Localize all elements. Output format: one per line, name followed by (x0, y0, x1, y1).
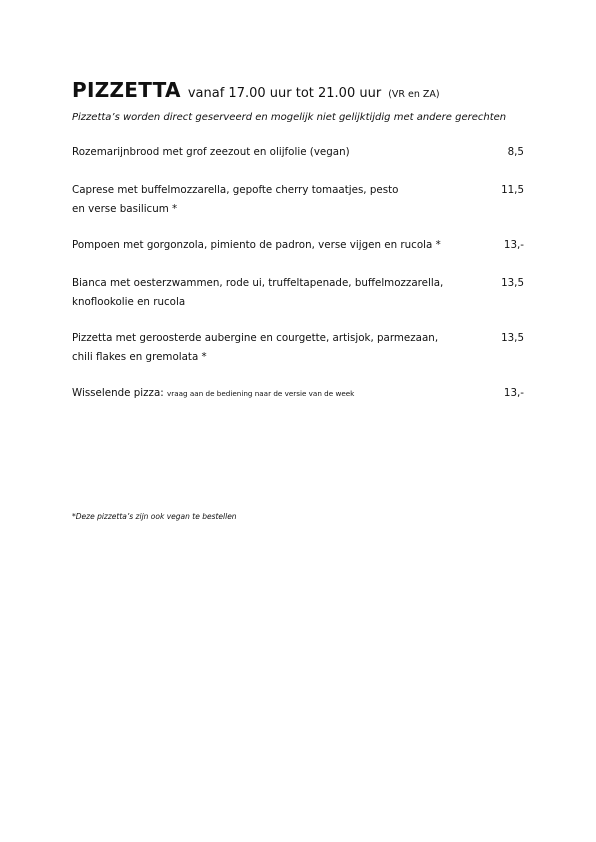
item-line: knoflookolie en rucola (72, 296, 186, 308)
item-price: 8,5 (507, 146, 524, 158)
item-description (72, 181, 472, 219)
item-line: en verse basilicum * (72, 203, 178, 215)
item-description (72, 236, 472, 255)
item-description (72, 143, 472, 162)
item-line: Bianca met oesterzwammen, rode ui, truffeltapenade, buffelmozzarella, (72, 277, 444, 289)
item-description (72, 274, 472, 312)
page-title: PIZZETTA (72, 78, 181, 102)
item-line: Wisselende pizza: (72, 387, 164, 399)
menu-list (72, 143, 524, 422)
menu-item-aubergine (72, 329, 524, 384)
item-description (72, 384, 472, 403)
serving-hours: vanaf 17.00 uur tot 21.00 uur (187, 86, 382, 101)
item-price: 13,- (503, 239, 524, 251)
item-price: 13,5 (501, 332, 524, 344)
item-line: Caprese met buffelmozzarella, gepofte cherry tomaatjes, pesto (72, 184, 399, 196)
item-line: Pompoen met gorgonzola, pimiento de padron, verse vijgen en rucola * (72, 239, 441, 251)
item-line: Pizzetta met geroosterde aubergine en courgette, artisjok, parmezaan, (72, 332, 439, 344)
item-price: 13,5 (501, 277, 524, 289)
vegan-footnote: *Deze pizzetta’s zijn ook vegan te bestellen (72, 512, 237, 521)
item-price: 13,- (503, 387, 524, 399)
menu-page (72, 78, 524, 422)
menu-item-caprese (72, 181, 524, 236)
menu-item-rozemarijnbrood (72, 143, 524, 181)
menu-item-wisselende-pizza (72, 384, 524, 422)
item-line: Rozemarijnbrood met grof zeezout en olijfolie (vegan) (72, 146, 350, 158)
item-note: vraag aan de bediening naar de versie van de week (167, 389, 355, 398)
item-line: chili flakes en gremolata * (72, 351, 207, 363)
menu-header (72, 78, 524, 102)
menu-item-bianca (72, 274, 524, 329)
menu-item-pompoen (72, 236, 524, 274)
item-description (72, 329, 472, 367)
serving-days: (VR en ZA) (388, 89, 440, 100)
item-price: 11,5 (501, 184, 524, 196)
menu-subtitle: Pizzetta’s worden direct geserveerd en mogelijk niet gelijktijdig met andere gerechten (72, 112, 507, 123)
